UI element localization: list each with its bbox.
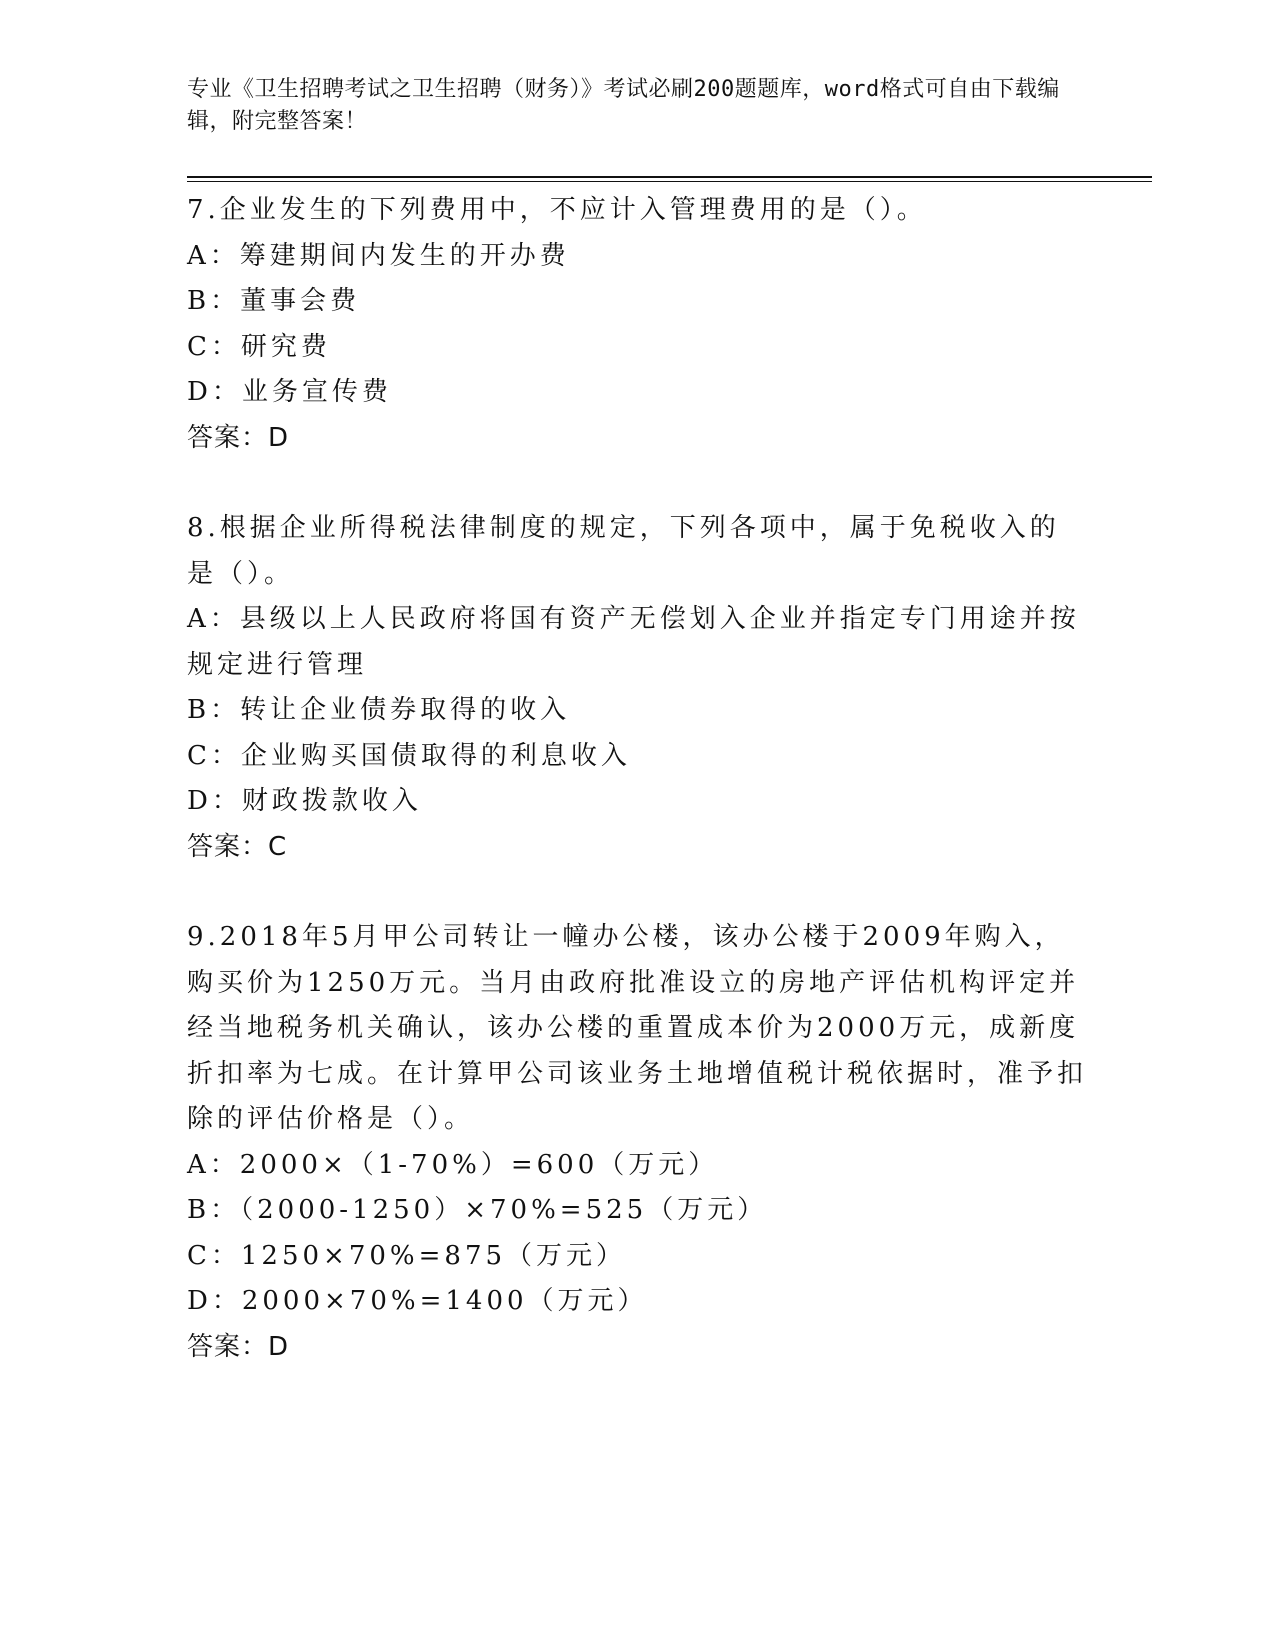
header-divider-thick: [187, 176, 1152, 178]
option-c: C：1250×70%=875（万元）: [187, 1240, 627, 1271]
question-spacer: [187, 870, 1087, 915]
header-divider-thin: [187, 181, 1152, 182]
document-header: 专业《卫生招聘考试之卫生招聘（财务）》考试必刷200题题库，word格式可自由下载编辑，附完整答案！: [187, 77, 1060, 134]
option-b: B：（2000-1250）×70%=525（万元）: [187, 1195, 768, 1225]
answer-line: 答案：C: [187, 831, 288, 862]
answer-line: 答案：D: [187, 422, 290, 453]
option-a: A：2000×（1-70%）=600（万元）: [187, 1149, 719, 1180]
question-stem: 9.2018年5月甲公司转让一幢办公楼，该办公楼于2009年购入，购买价为1250万元。当月由政府批准设立的房地产评估机构评定并经当地税务机关确认，该办公楼的重置成本价为2000万元，成新度折扣率为七成。在计算甲公司该业务土地增值税计税依据时，准予扣除的评估价格是（）。: [187, 922, 1088, 1134]
option-a: A：县级以上人民政府将国有资产无偿划入企业并指定专门用途并按规定进行管理: [187, 604, 1080, 680]
question-stem: 8.根据企业所得税法律制度的规定，下列各项中，属于免税收入的是（）。: [187, 513, 1060, 589]
option-a: A：筹建期间内发生的开办费: [187, 240, 570, 271]
option-d: D：财政拨款收入: [187, 786, 422, 816]
option-c: C：企业购买国债取得的利息收入: [187, 740, 631, 771]
option-d: D：业务宣传费: [187, 377, 392, 407]
question-8: [187, 506, 1087, 870]
option-b: B：转让企业债券取得的收入: [187, 695, 571, 725]
question-list: [187, 188, 1087, 1370]
question-7: [187, 188, 1087, 461]
answer-line: 答案：D: [187, 1331, 290, 1362]
option-d: D：2000×70%=1400（万元）: [187, 1286, 648, 1316]
question-spacer: [187, 461, 1087, 506]
question-stem: 7.企业发生的下列费用中，不应计入管理费用的是（）。: [187, 195, 927, 225]
option-b: B：董事会费: [187, 286, 361, 316]
option-c: C：研究费: [187, 331, 331, 362]
question-9: [187, 915, 1087, 1370]
